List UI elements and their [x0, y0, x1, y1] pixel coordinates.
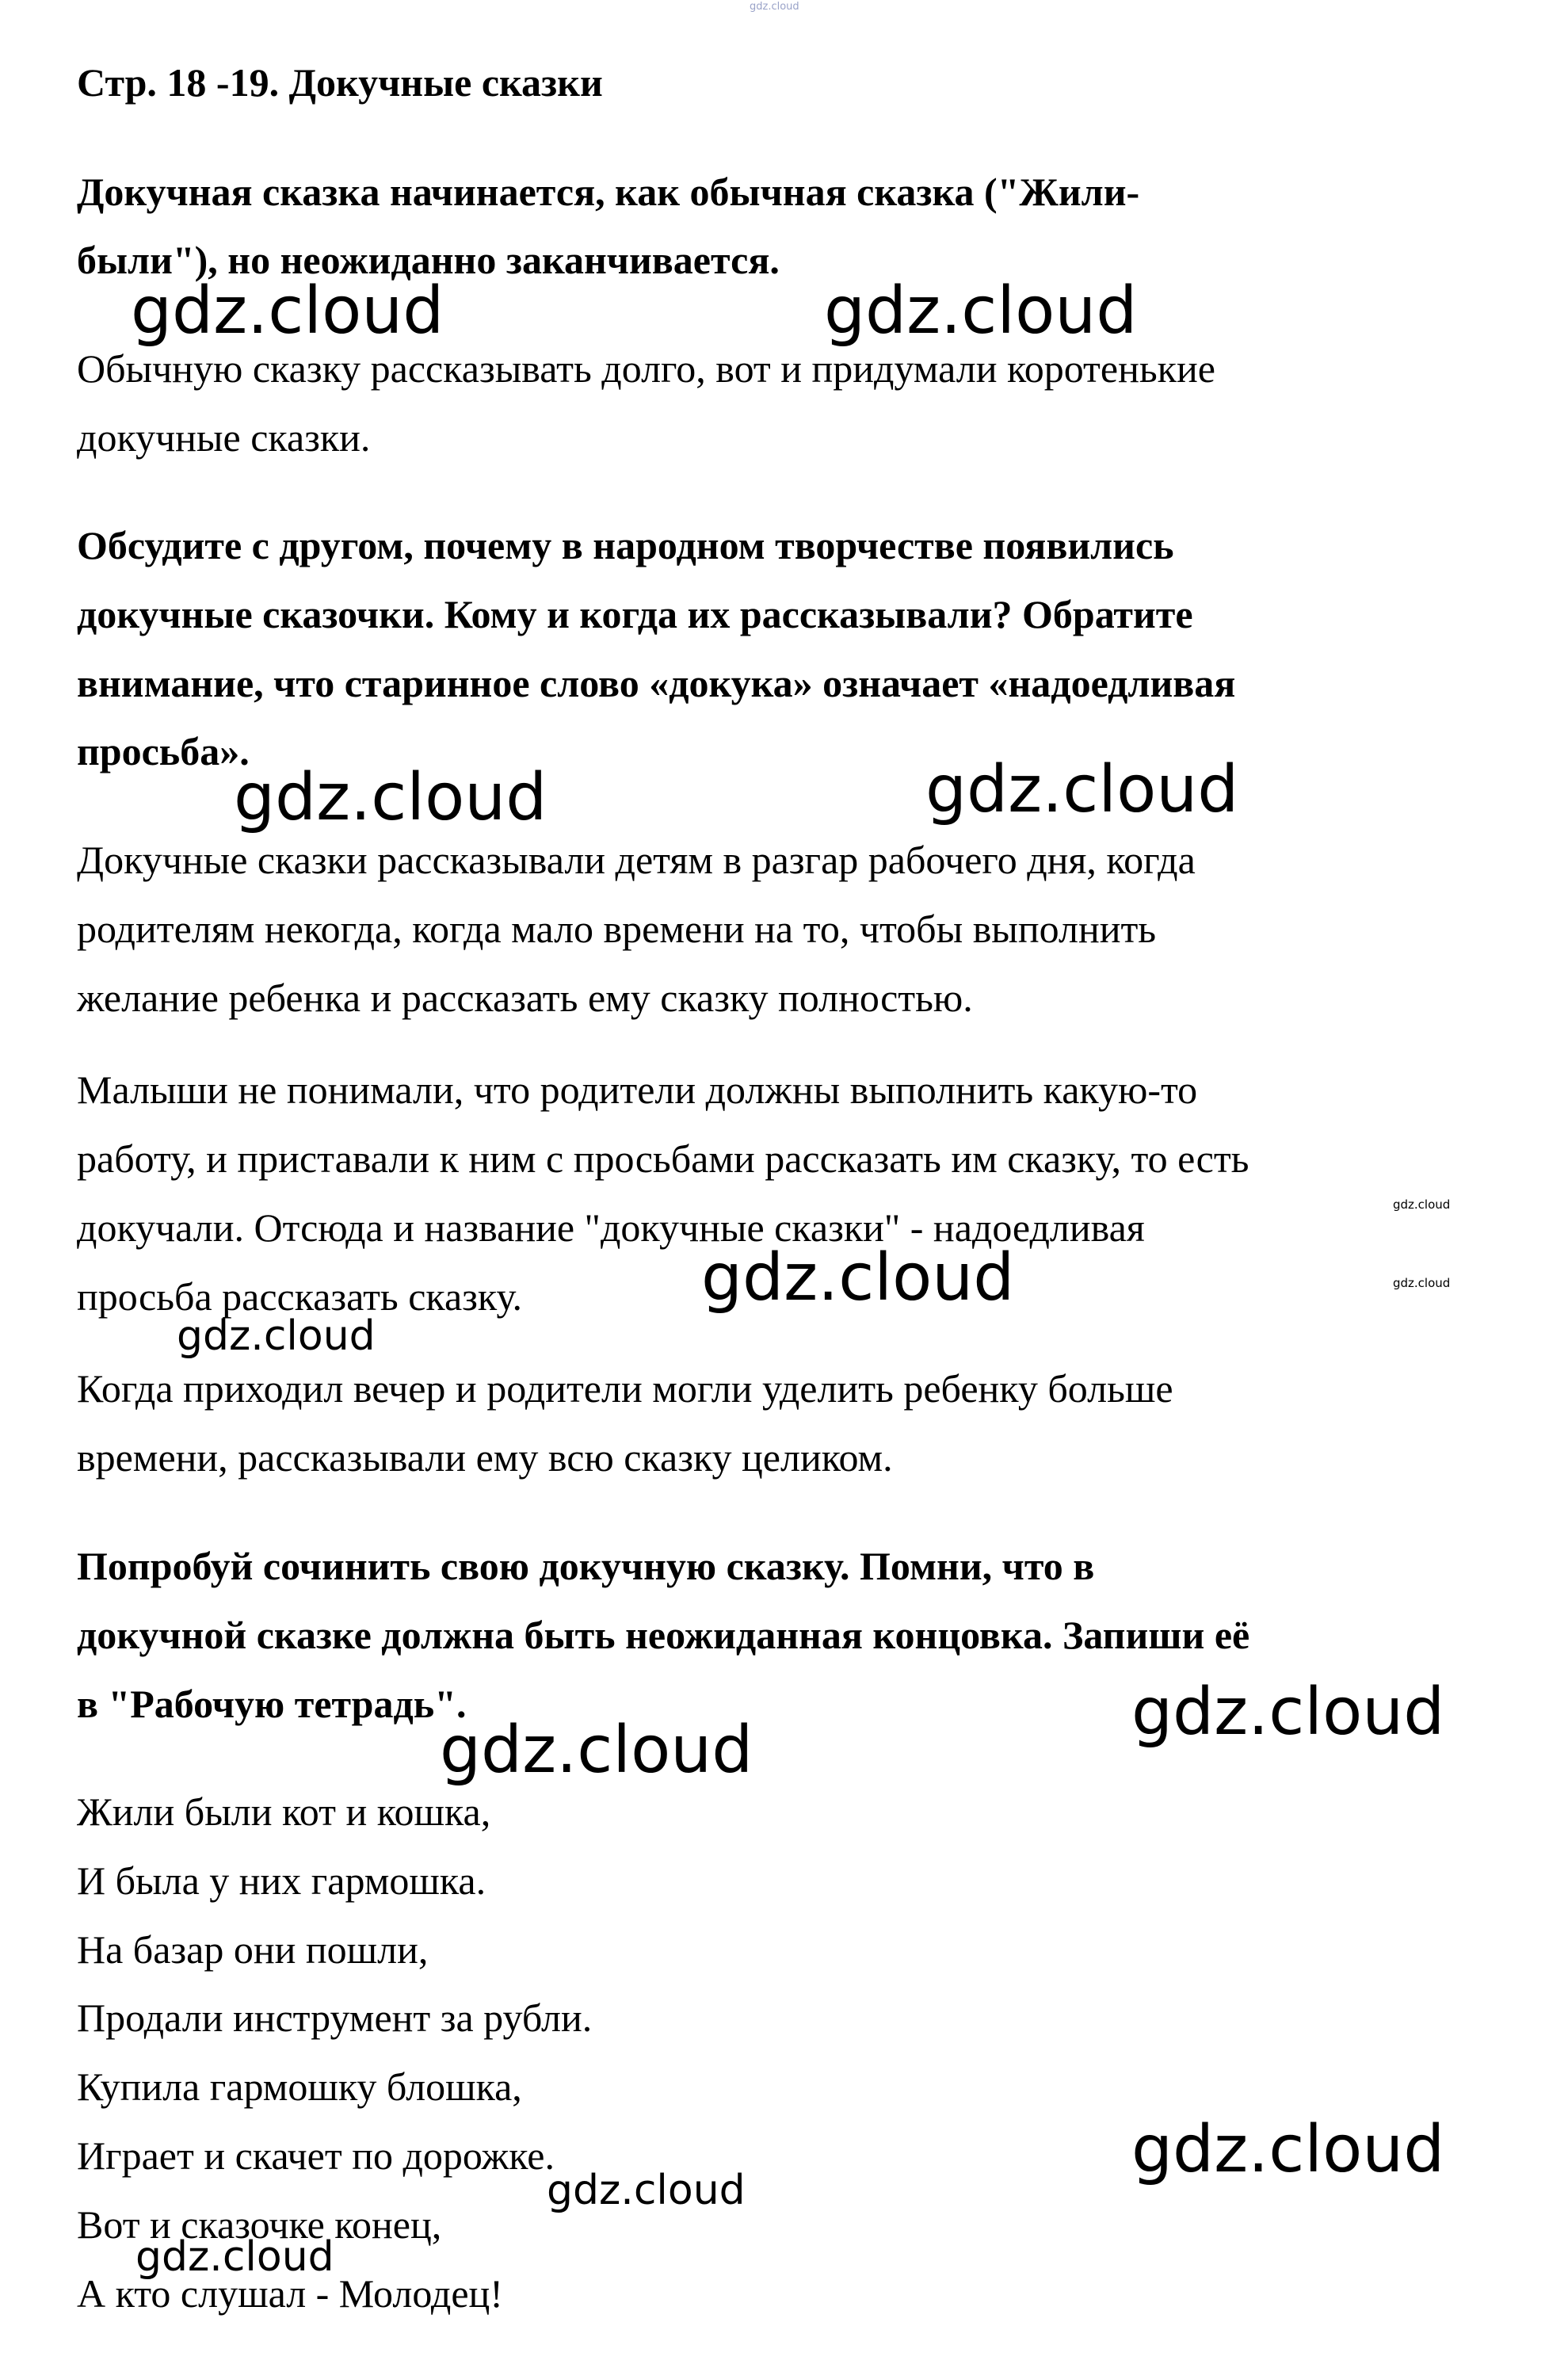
- header-watermark: gdz.cloud: [750, 1, 799, 13]
- watermark: gdz.cloud: [234, 760, 547, 835]
- task2-answer-line: Докучные сказки рассказывали детям в разгар рабочего дня, когда: [77, 838, 1196, 882]
- task2-answer-line: работу, и приставали к ним с просьбами рассказать им сказку, то есть: [77, 1136, 1249, 1181]
- poem-line: На базар они пошли,: [77, 1927, 429, 1972]
- poem-line: А кто слушал - Молодец!: [77, 2271, 503, 2316]
- watermark: gdz.cloud: [701, 1240, 1015, 1316]
- task2-answer-line: докучали. Отсюда и название "докучные сказки" - надоедливая: [77, 1205, 1145, 1250]
- watermark: gdz.cloud: [440, 1713, 753, 1788]
- task2-question-line: Обсудите с другом, почему в народном творчестве появились: [77, 523, 1174, 567]
- task2-answer-line: желание ребенка и рассказать ему сказку полностью.: [77, 976, 973, 1020]
- task2-question-line: просьба».: [77, 729, 250, 773]
- poem-line: Играет и скачет по дорожке.: [77, 2133, 555, 2178]
- watermark: gdz.cloud: [135, 2233, 334, 2281]
- watermark: gdz.cloud: [1131, 1675, 1445, 1750]
- task3-question-line: в "Рабочую тетрадь".: [77, 1682, 467, 1726]
- poem-line: Вот и сказочке конец,: [77, 2202, 442, 2247]
- task2-answer-line: Малыши не понимали, что родители должны выполнить какую-то: [77, 1067, 1198, 1112]
- watermark: gdz.cloud: [925, 752, 1239, 827]
- task2-answer-line: родителям некогда, когда мало времени на то, чтобы выполнить: [77, 907, 1157, 951]
- task2-answer-line: просьба рассказать сказку.: [77, 1274, 522, 1319]
- watermark: gdz.cloud: [1393, 1197, 1451, 1212]
- watermark: gdz.cloud: [177, 1312, 376, 1360]
- task1-question-line: были"), но неожиданно заканчивается.: [77, 238, 780, 282]
- task1-answer-line: Обычную сказку рассказывать долго, вот и придумали коротенькие: [77, 346, 1215, 391]
- watermark: gdz.cloud: [824, 273, 1138, 349]
- watermark: gdz.cloud: [547, 2167, 746, 2214]
- watermark: gdz.cloud: [131, 273, 444, 349]
- poem-line: И была у них гармошка.: [77, 1858, 486, 1903]
- page-title: Стр. 18 -19. Докучные сказки: [77, 60, 603, 105]
- task2-question-line: докучные сказочки. Кому и когда их рассказывали? Обратите: [77, 592, 1193, 636]
- task2-answer-line: Когда приходил вечер и родители могли уделить ребенку больше: [77, 1366, 1173, 1411]
- task1-answer-line: докучные сказки.: [77, 415, 371, 460]
- task3-question-line: докучной сказке должна быть неожиданная концовка. Запиши её: [77, 1613, 1250, 1657]
- poem-line: Продали инструмент за рубли.: [77, 1995, 593, 2040]
- poem-line: Купила гармошку блошка,: [77, 2064, 522, 2109]
- task2-question-line: внимание, что старинное слово «докука» означает «надоедливая: [77, 661, 1236, 705]
- watermark: gdz.cloud: [1131, 2112, 1445, 2187]
- poem-line: Жили были кот и кошка,: [77, 1789, 491, 1834]
- task2-answer-line: времени, рассказывали ему всю сказку целиком.: [77, 1435, 893, 1480]
- task1-question-line: Докучная сказка начинается, как обычная сказка ("Жили-: [77, 170, 1140, 214]
- task3-question-line: Попробуй сочинить свою докучную сказку. Помни, что в: [77, 1544, 1095, 1588]
- watermark: gdz.cloud: [1393, 1276, 1451, 1290]
